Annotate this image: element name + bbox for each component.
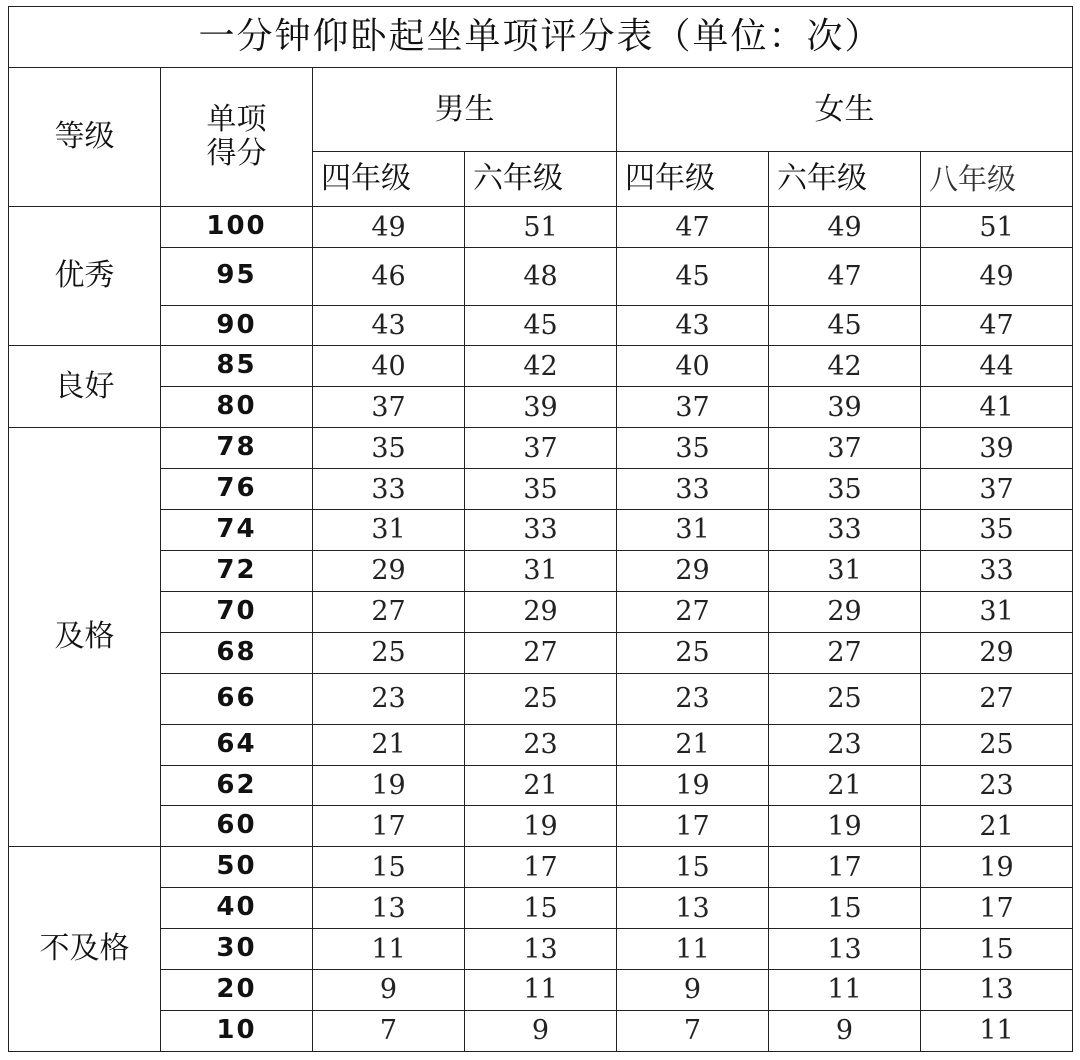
value-cell: 15 <box>617 847 769 888</box>
value-cell: 25 <box>313 632 465 673</box>
score-cell: 40 <box>161 888 313 929</box>
score-cell: 10 <box>161 1010 313 1051</box>
value-cell: 39 <box>465 387 617 428</box>
value-cell: 49 <box>313 207 465 248</box>
value-cell: 27 <box>617 591 769 632</box>
value-cell: 29 <box>921 632 1073 673</box>
value-cell: 25 <box>921 724 1073 765</box>
value-cell: 21 <box>617 724 769 765</box>
table-row <box>9 888 1073 929</box>
score-cell: 62 <box>161 765 313 806</box>
score-cell: 74 <box>161 509 313 550</box>
female-header: 女生 <box>617 68 1073 152</box>
value-cell: 37 <box>769 428 921 469</box>
value-cell: 19 <box>465 806 617 847</box>
score-cell: 80 <box>161 387 313 428</box>
value-cell: 19 <box>313 765 465 806</box>
value-cell: 29 <box>769 591 921 632</box>
value-cell: 31 <box>769 550 921 591</box>
value-cell: 31 <box>617 509 769 550</box>
score-cell: 20 <box>161 970 313 1011</box>
score-cell: 30 <box>161 929 313 970</box>
score-cell: 90 <box>161 305 313 346</box>
value-cell: 39 <box>769 387 921 428</box>
value-cell: 19 <box>617 765 769 806</box>
value-cell: 13 <box>465 929 617 970</box>
male-header: 男生 <box>313 68 617 152</box>
table-row <box>9 806 1073 847</box>
value-cell: 7 <box>313 1010 465 1051</box>
table-row <box>9 1010 1073 1051</box>
table-row <box>9 346 1073 387</box>
value-cell: 35 <box>769 469 921 510</box>
header-row-1 <box>9 68 1073 152</box>
value-cell: 43 <box>313 305 465 346</box>
value-cell: 42 <box>769 346 921 387</box>
value-cell: 31 <box>921 591 1073 632</box>
table-title: 一分钟仰卧起坐单项评分表（单位：次） <box>9 7 1073 68</box>
table-row <box>9 207 1073 248</box>
value-cell: 17 <box>921 888 1073 929</box>
score-cell: 100 <box>161 207 313 248</box>
table-row <box>9 847 1073 888</box>
value-cell: 13 <box>313 888 465 929</box>
score-cell: 50 <box>161 847 313 888</box>
value-cell: 41 <box>921 387 1073 428</box>
score-cell: 78 <box>161 428 313 469</box>
level-cell: 优秀 <box>9 207 161 346</box>
value-cell: 21 <box>465 765 617 806</box>
level-header: 等级 <box>9 68 161 207</box>
score-cell: 68 <box>161 632 313 673</box>
value-cell: 25 <box>465 673 617 724</box>
value-cell: 15 <box>769 888 921 929</box>
value-cell: 23 <box>465 724 617 765</box>
value-cell: 19 <box>921 847 1073 888</box>
value-cell: 11 <box>465 970 617 1011</box>
value-cell: 33 <box>465 509 617 550</box>
sit-up-score-table <box>8 6 1073 1052</box>
value-cell: 48 <box>465 248 617 305</box>
value-cell: 40 <box>313 346 465 387</box>
female-grade-4-header: 四年级 <box>617 152 769 207</box>
score-cell: 85 <box>161 346 313 387</box>
level-cell: 不及格 <box>9 847 161 1052</box>
value-cell: 11 <box>921 1010 1073 1051</box>
value-cell: 37 <box>313 387 465 428</box>
table-row <box>9 509 1073 550</box>
value-cell: 27 <box>769 632 921 673</box>
value-cell: 27 <box>465 632 617 673</box>
table-row <box>9 673 1073 724</box>
value-cell: 15 <box>921 929 1073 970</box>
value-cell: 9 <box>465 1010 617 1051</box>
value-cell: 37 <box>921 469 1073 510</box>
value-cell: 17 <box>313 806 465 847</box>
value-cell: 17 <box>617 806 769 847</box>
value-cell: 15 <box>313 847 465 888</box>
value-cell: 13 <box>769 929 921 970</box>
table-row <box>9 724 1073 765</box>
score-header-line-2: 得分 <box>206 136 267 172</box>
value-cell: 37 <box>465 428 617 469</box>
value-cell: 11 <box>769 970 921 1011</box>
value-cell: 25 <box>617 632 769 673</box>
value-cell: 33 <box>617 469 769 510</box>
value-cell: 51 <box>465 207 617 248</box>
value-cell: 17 <box>465 847 617 888</box>
value-cell: 35 <box>313 428 465 469</box>
value-cell: 37 <box>617 387 769 428</box>
value-cell: 9 <box>313 970 465 1011</box>
value-cell: 40 <box>617 346 769 387</box>
value-cell: 21 <box>313 724 465 765</box>
title-row <box>9 7 1073 68</box>
value-cell: 31 <box>465 550 617 591</box>
table-row <box>9 428 1073 469</box>
value-cell: 13 <box>617 888 769 929</box>
value-cell: 13 <box>921 970 1073 1011</box>
score-sheet <box>8 6 1072 1052</box>
level-cell: 及格 <box>9 428 161 847</box>
value-cell: 11 <box>617 929 769 970</box>
value-cell: 23 <box>313 673 465 724</box>
value-cell: 51 <box>921 207 1073 248</box>
table-row <box>9 248 1073 305</box>
table-row <box>9 632 1073 673</box>
score-header-line-1: 单项 <box>206 101 267 137</box>
value-cell: 45 <box>465 305 617 346</box>
value-cell: 44 <box>921 346 1073 387</box>
value-cell: 23 <box>617 673 769 724</box>
male-grade-4-header: 四年级 <box>313 152 465 207</box>
table-row <box>9 970 1073 1011</box>
score-cell: 95 <box>161 248 313 305</box>
value-cell: 43 <box>617 305 769 346</box>
score-cell: 60 <box>161 806 313 847</box>
value-cell: 29 <box>465 591 617 632</box>
score-cell: 70 <box>161 591 313 632</box>
table-row <box>9 387 1073 428</box>
table-row <box>9 305 1073 346</box>
score-cell: 66 <box>161 673 313 724</box>
value-cell: 9 <box>617 970 769 1011</box>
value-cell: 17 <box>769 847 921 888</box>
value-cell: 23 <box>921 765 1073 806</box>
value-cell: 31 <box>313 509 465 550</box>
male-grade-6-header: 六年级 <box>465 152 617 207</box>
score-cell: 72 <box>161 550 313 591</box>
value-cell: 47 <box>921 305 1073 346</box>
value-cell: 33 <box>769 509 921 550</box>
value-cell: 25 <box>769 673 921 724</box>
value-cell: 7 <box>617 1010 769 1051</box>
value-cell: 47 <box>617 207 769 248</box>
value-cell: 19 <box>769 806 921 847</box>
value-cell: 33 <box>921 550 1073 591</box>
value-cell: 29 <box>313 550 465 591</box>
value-cell: 35 <box>921 509 1073 550</box>
score-cell: 64 <box>161 724 313 765</box>
value-cell: 15 <box>465 888 617 929</box>
level-cell: 良好 <box>9 346 161 428</box>
value-cell: 46 <box>313 248 465 305</box>
value-cell: 49 <box>921 248 1073 305</box>
value-cell: 33 <box>313 469 465 510</box>
value-cell: 47 <box>769 248 921 305</box>
value-cell: 27 <box>313 591 465 632</box>
table-row <box>9 469 1073 510</box>
value-cell: 9 <box>769 1010 921 1051</box>
value-cell: 11 <box>313 929 465 970</box>
value-cell: 29 <box>617 550 769 591</box>
value-cell: 35 <box>617 428 769 469</box>
value-cell: 35 <box>465 469 617 510</box>
value-cell: 21 <box>769 765 921 806</box>
value-cell: 45 <box>617 248 769 305</box>
female-grade-6-header: 六年级 <box>769 152 921 207</box>
female-grade-8-header: 八年级 <box>921 152 1073 207</box>
table-row <box>9 591 1073 632</box>
table-row <box>9 929 1073 970</box>
table-body <box>9 7 1073 1052</box>
value-cell: 21 <box>921 806 1073 847</box>
table-row <box>9 550 1073 591</box>
value-cell: 49 <box>769 207 921 248</box>
value-cell: 23 <box>769 724 921 765</box>
table-row <box>9 765 1073 806</box>
value-cell: 27 <box>921 673 1073 724</box>
score-header <box>161 68 313 207</box>
value-cell: 39 <box>921 428 1073 469</box>
score-cell: 76 <box>161 469 313 510</box>
value-cell: 45 <box>769 305 921 346</box>
value-cell: 42 <box>465 346 617 387</box>
